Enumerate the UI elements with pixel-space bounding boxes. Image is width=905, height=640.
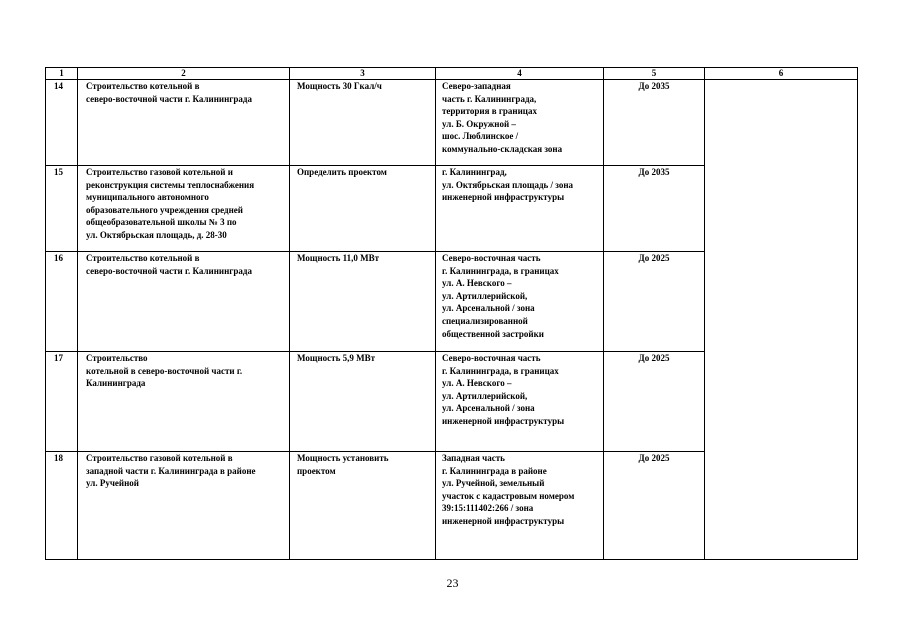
cell-text-line: участок с кадастровым номером — [442, 490, 575, 501]
cell-text-line: котельной в северо-восточной части г. — [86, 365, 243, 376]
cell-text-line: Строительство котельной в — [86, 253, 200, 263]
project-name — [78, 252, 290, 352]
cell-text-line: ул. Арсенальной / зона — [442, 303, 535, 314]
row-number: 15 — [46, 166, 78, 252]
cell-text-line: г. Калининграда, в границах — [442, 265, 559, 276]
term: До 2025 — [604, 352, 705, 452]
capacity — [290, 452, 436, 560]
cell-text-line: инженерной инфраструктуры — [442, 515, 565, 526]
term: До 2035 — [604, 80, 705, 166]
row-number: 14 — [46, 80, 78, 166]
cell-text-line: Мощность 30 Гкал/ч — [297, 81, 382, 91]
cell-text-line: Определить проектом — [297, 167, 387, 177]
project-name — [78, 80, 290, 166]
capacity — [290, 80, 436, 166]
cell-text-line: ул. А. Невского – — [442, 378, 512, 389]
row-number: 17 — [46, 352, 78, 452]
cell-text-line: шос. Люблинское / — [442, 131, 519, 142]
location — [436, 252, 604, 352]
cell-text-line: Мощность 5,9 МВт — [297, 353, 376, 363]
cell-text-line: ул. Октябрьская площадь, д. 28-30 — [86, 229, 227, 240]
cell-text-line: г. Калининграда, в границах — [442, 365, 559, 376]
capacity — [290, 252, 436, 352]
project-name — [78, 352, 290, 452]
table-row — [46, 80, 858, 166]
cell-text-line: инженерной инфраструктуры — [442, 415, 565, 426]
location — [436, 452, 604, 560]
header-cell-5: 5 — [604, 68, 705, 80]
cell-text-line: Строительство газовой котельной в — [86, 453, 233, 463]
cell-text-line: инженерной инфраструктуры — [442, 192, 565, 203]
location — [436, 80, 604, 166]
cell-text-line: общеобразовательной школы № 3 по — [86, 217, 237, 228]
header-cell-1: 1 — [46, 68, 78, 80]
location — [436, 352, 604, 452]
cell-text-line: ул. Артиллерийской, — [442, 290, 528, 301]
cell-text-line: общественной застройки — [442, 328, 544, 339]
header-cell-2: 2 — [78, 68, 290, 80]
header-row — [46, 68, 858, 80]
cell-text-line: часть г. Калининграда, — [442, 93, 537, 104]
cell-text-line: образовательного учреждения средней — [86, 204, 243, 215]
cell-text-line: ул. Б. Окружной – — [442, 118, 516, 129]
cell-text-line: ул. Ручейной — [86, 478, 139, 489]
cell-text-line: Западная часть — [442, 453, 505, 463]
term: До 2025 — [604, 252, 705, 352]
cell-text-line: Строительство — [86, 353, 148, 363]
capacity — [290, 166, 436, 252]
cell-text-line: западной части г. Калининграда в районе — [86, 465, 256, 476]
row-number: 16 — [46, 252, 78, 352]
project-name — [78, 452, 290, 560]
header-cell-6: 6 — [705, 68, 858, 80]
cell-text-line: Строительство котельной в — [86, 81, 200, 91]
cell-text-line: Мощность установить — [297, 453, 389, 463]
note — [705, 80, 858, 560]
cell-text-line: муниципального автономного — [86, 192, 209, 203]
location — [436, 166, 604, 252]
cell-text-line: ул. Артиллерийской, — [442, 390, 528, 401]
cell-text-line: Строительство газовой котельной и — [86, 167, 233, 177]
cell-text-line: г. Калининград, — [442, 167, 507, 177]
header-cell-4: 4 — [436, 68, 604, 80]
header-cell-3: 3 — [290, 68, 436, 80]
cell-text-line: территория в границах — [442, 106, 537, 117]
cell-text-line: ул. Арсенальной / зона — [442, 403, 535, 414]
cell-text-line: реконструкция системы теплоснабжения — [86, 179, 255, 190]
cell-text-line: Мощность 11,0 МВт — [297, 253, 380, 263]
cell-text-line: Северо-восточная часть — [442, 253, 541, 263]
term: До 2035 — [604, 166, 705, 252]
cell-text-line: коммунально-складская зона — [442, 143, 563, 154]
cell-text-line: проектом — [297, 465, 336, 476]
plan-table — [45, 67, 858, 560]
capacity — [290, 352, 436, 452]
cell-text-line: Калининграда — [86, 378, 146, 389]
project-name — [78, 166, 290, 252]
cell-text-line: г. Калининграда в районе — [442, 465, 547, 476]
cell-text-line: ул. А. Невского – — [442, 278, 512, 289]
row-number: 18 — [46, 452, 78, 560]
cell-text-line: северо-восточной части г. Калининграда — [86, 93, 252, 104]
cell-text-line: северо-восточной части г. Калининграда — [86, 265, 252, 276]
page-number: 23 — [446, 576, 459, 590]
term: До 2025 — [604, 452, 705, 560]
cell-text-line: ул. Октябрьская площадь / зона — [442, 179, 574, 190]
cell-text-line: ул. Ручейной, земельный — [442, 478, 545, 489]
cell-text-line: Северо-восточная часть — [442, 353, 541, 363]
cell-text-line: специализированной — [442, 315, 528, 326]
cell-text-line: 39:15:111402:266 / зона — [442, 503, 534, 514]
cell-text-line: Северо-западная — [442, 81, 511, 91]
